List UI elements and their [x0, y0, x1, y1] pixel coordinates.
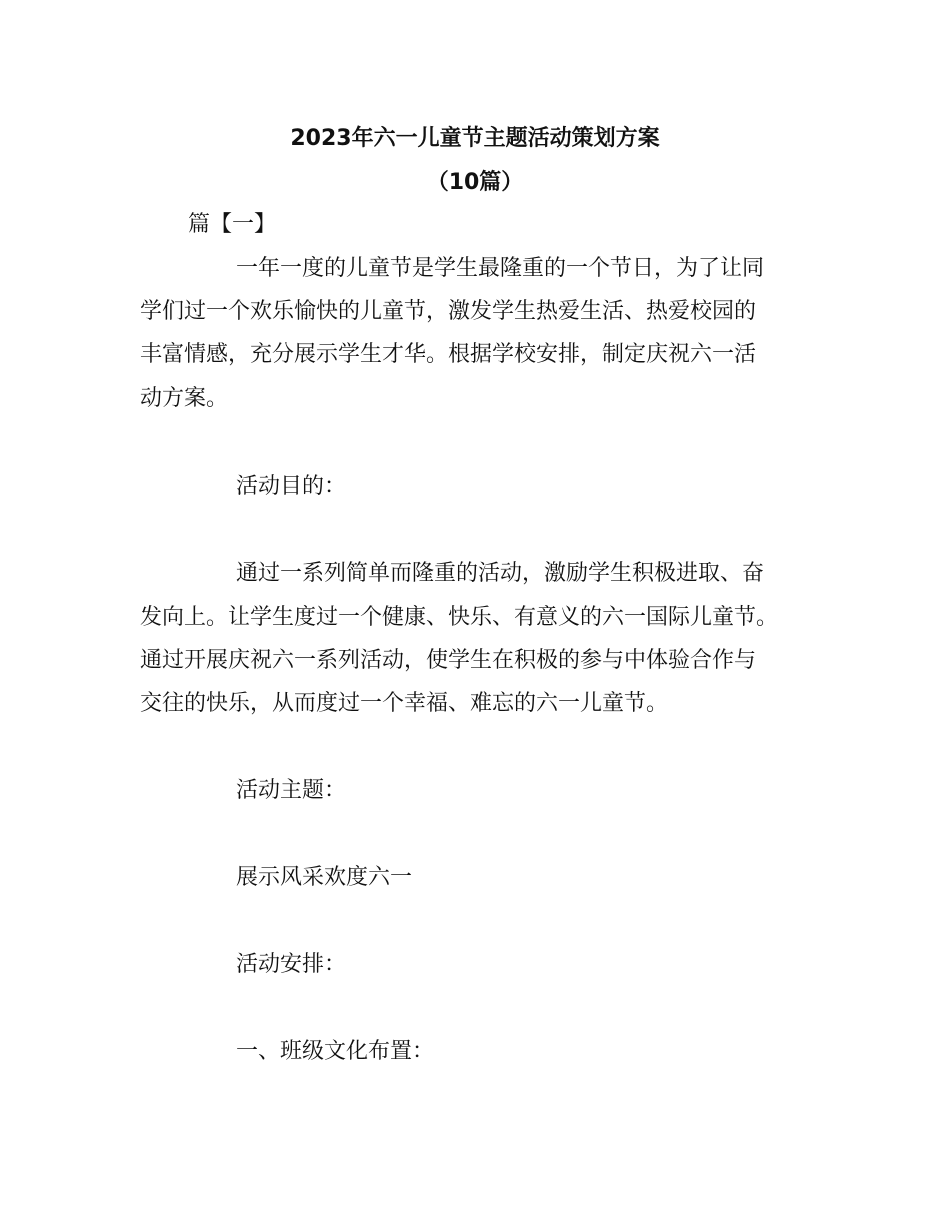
paragraph2-line: 交往的快乐，从而度过一个幸福、难忘的六一儿童节。 — [140, 691, 669, 716]
paragraph1-line: 丰富情感，充分展示学生才华。根据学校安排，制定庆祝六一活 — [140, 342, 757, 367]
section-heading: 篇【一】 — [188, 212, 277, 237]
document-title: 2023年六一儿童节主题活动策划方案 — [290, 126, 660, 151]
theme-value: 展示风采欢度六一 — [236, 865, 413, 890]
arrangement-label: 活动安排： — [236, 952, 347, 977]
document-subtitle: （10篇） — [426, 170, 524, 195]
purpose-label: 活动目的： — [236, 474, 347, 499]
paragraph1-line: 动方案。 — [140, 386, 229, 411]
paragraph2-line: 通过一系列简单而隆重的活动，激励学生积极进取、奋 — [236, 561, 765, 586]
paragraph1-line: 一年一度的儿童节是学生最隆重的一个节日，为了让同 — [236, 256, 765, 281]
arrangement-item-1: 一、班级文化布置： — [236, 1039, 435, 1064]
paragraph2-line: 发向上。让学生度过一个健康、快乐、有意义的六一国际儿童节。 — [140, 605, 779, 630]
paragraph2-line: 通过开展庆祝六一系列活动，使学生在积极的参与中体验合作与 — [140, 648, 757, 673]
paragraph1-line: 学们过一个欢乐愉快的儿童节，激发学生热爱生活、热爱校园的 — [140, 299, 757, 324]
theme-label: 活动主题： — [236, 778, 347, 803]
